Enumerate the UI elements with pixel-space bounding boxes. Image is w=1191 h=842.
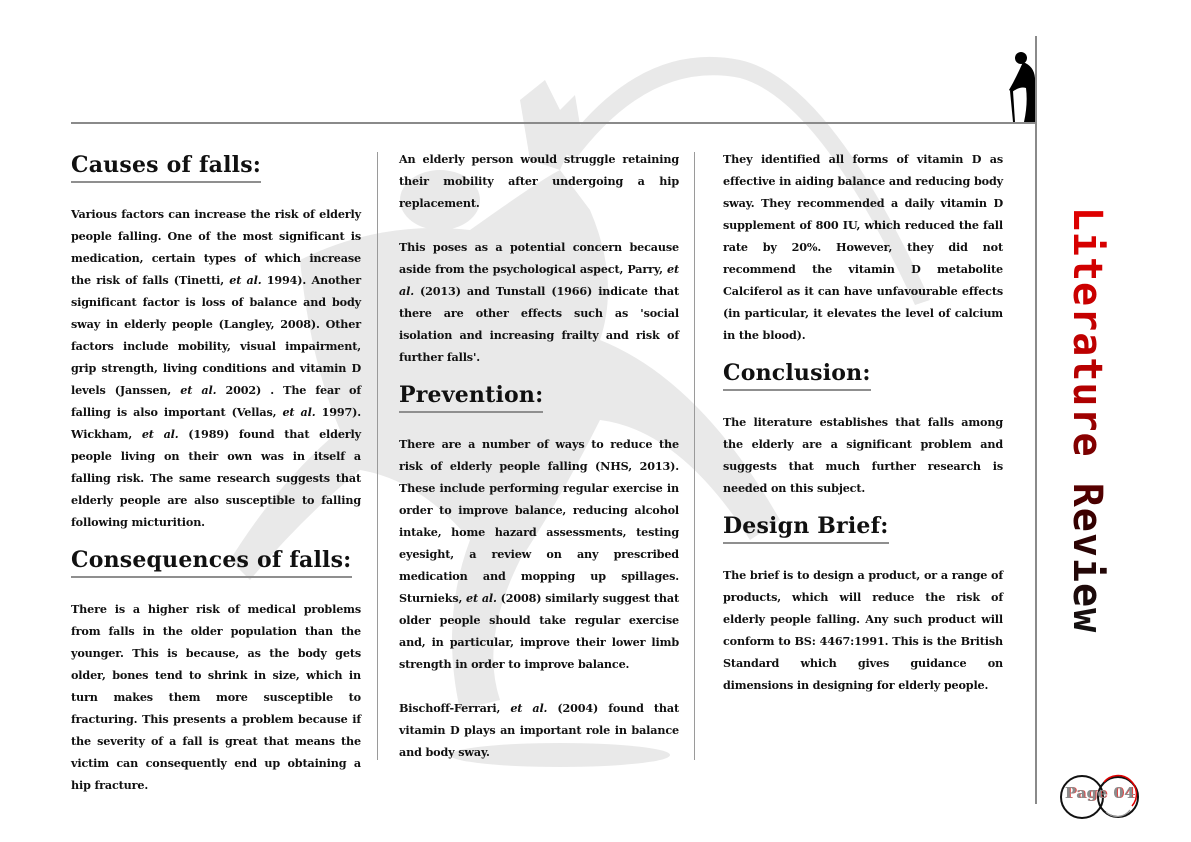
heading-conclusion: Conclusion: (723, 358, 871, 391)
paragraph: This poses as a potential concern because aside from the psychological aspect, Parry, et al. (2013) and Tunstall (1966) indicate that there are other effects such as 'social isolation and increasing frailty and risk of further falls'. (399, 240, 679, 364)
column-3 (723, 148, 1003, 708)
heading-prevention: Prevention: (399, 380, 543, 413)
heading-consequences-of-falls: Consequences of falls: (71, 545, 352, 578)
section-prevention (399, 380, 679, 763)
paragraph: There is a higher risk of medical problems from falls in the older population than the younger. This is because, as the body gets older, bones tend to shrink in size, which in turn makes them more susceptible to fracturing. This presents a problem because if the severity of a fall is great that means the victim can consequently end up obtaining a hip fracture. (71, 602, 361, 792)
section-prevention-continued (723, 148, 1003, 346)
section-consequences-continued (399, 148, 679, 368)
right-margin-rule (1035, 36, 1037, 804)
paragraph: Various factors can increase the risk of elderly people falling. One of the most significant is medication, certain types of which increase the risk of falls (Tinetti, et al. 1994). Another significant factor is loss of balance and body sway in elderly people (Langley, 2008). Other factors include mobility, visual impairment, grip strength, living conditions and vitamin D levels (Janssen, et al. 2002) . The fear of falling is also important (Vellas, et al. 1997). Wickham, et al. (1989) found that elderly people living on their own was in itself a falling risk. The same research suggests that elderly people are also susceptible to falling following micturition. (71, 207, 361, 529)
header-rule (71, 122, 1036, 124)
paragraph: They identified all forms of vitamin D as effective in aiding balance and reducing body sway. They recommended a daily vitamin D supplement of 800 IU, which reduced the fall rate by 20%. However, they did not recommend the vitamin D metabolite Calciferol as it can have unfavourable effects (in particular, it elevates the level of calcium in the blood). (723, 152, 1003, 342)
section-consequences-of-falls (71, 545, 361, 796)
paragraph: The literature establishes that falls among the elderly are a significant problem and suggests that much further research is needed on this subject. (723, 415, 1003, 495)
paragraph: The brief is to design a product, or a range of products, which will reduce the risk of elderly people falling. Any such product will conform to BS: 4467:1991. This is the British Standard which gives guidance on dimensions in designing for elderly people. (723, 568, 1003, 692)
elderly-person-with-cane-icon (1004, 48, 1038, 124)
column-1 (71, 148, 361, 808)
column-divider-1 (377, 152, 378, 760)
heading-causes-of-falls: Causes of falls: (71, 150, 261, 183)
column-divider-2 (694, 152, 695, 760)
section-causes-of-falls (71, 148, 361, 533)
heading-design-brief: Design Brief: (723, 511, 889, 544)
page-number-badge (1058, 772, 1142, 822)
page-title-text: Literature Review (1064, 206, 1110, 634)
section-design-brief (723, 511, 1003, 696)
page-number-label: Page 04 (1064, 784, 1136, 802)
paragraph: There are a number of ways to reduce the risk of elderly people falling (NHS, 2013). These include performing regular exercise in order to improve balance, reducing alcohol intake, home hazard assessments, testing eyesight, a review on any prescribed medication and mopping up spillages. Sturnieks, et al. (2008) similarly suggest that older people should take regular exercise and, in particular, improve their lower limb strength in order to improve balance. (399, 437, 679, 671)
paragraph: Bischoff-Ferrari, et al. (2004) found that vitamin D plays an important role in balance and body sway. (399, 701, 679, 759)
page-title-vertical (1062, 206, 1112, 634)
section-conclusion (723, 358, 1003, 499)
paragraph: An elderly person would struggle retaining their mobility after undergoing a hip replacement. (399, 152, 679, 210)
column-2 (399, 148, 679, 775)
